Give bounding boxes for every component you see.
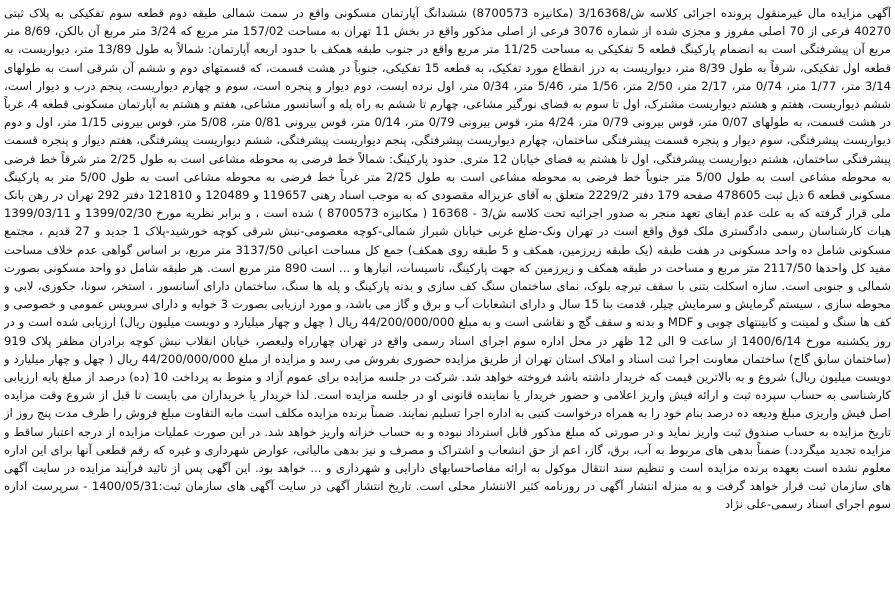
auction-notice bbox=[4, 4, 891, 587]
notice-body-text: آگهی مزایده مال غیرمنقول پرونده اجرائی کلاسه ش/3/16368 (مکانیزه 8700573) ششدانگ آپارتمان مسکونی واقع در سمت شمالی طبقه دوم قطعه سوم تفکیکی به پلاک ثبتی 40270 فرعی از 70 اصلی مفروز و مجزی شده از شماره 3076 فرعی از اصلی مذکور واقع در بخش 11 تهران به مساحت 157/02 متر مربع که 3/24 متر مربع آن بالکن، 8/69 متر مربع آن پیشرفتگی است به انضمام پارکینگ قطعه 5 تفکیکی به مساحت 11/25 متر مربع واقع در جنوب طبقه همکف با حدود اربعه آپارتمان: شمالاً به طول 13/89 متر، دیواریست، به قطعه اول تفکیکی، شرقاً به طول 8/39 متر، دیواریست به درز انقطاع مورد تفکیک، به قطعه 15 تفکیکی، جنوباً در هشت قسمت، که قسمتهای دوم و ششم آن شرقی است به طولهای 3/14 متر، 1/77 متر، 0/74 متر، 2/17 متر، 2/50 متر، 1/56 متر، 5/46 متر، 0/34 متر، اول نرده ایست، دوم دیوار و پنجره است، سوم و چهارم دیواریست، پنجم درب و دیوار است، ششم دیواریست، هفتم و هشتم دیواریست مشترک، اول تا سوم به فضای نورگیر مشاعی، چهارم تا ششم به راه پله و آسانسور مشاعی، هفتم و هشتم به آپارتمان مسکونی قطعه 4، غرباً در هشت قسمت، به طولهای 0/07 متر، قوس بیرونی 0/79 متر، 4/24 متر، قوس بیرونی 0/79 متر، 0/14 متر، قوس بیرونی 0/81 متر، 5/08 متر، قوس بیرونی 1/15 متر، اول و دوم دیواریست پیشرفتگی، سوم دیوار و پنجره قسمت پیشرفتگی ساختمان، چهارم دیواریست پیشرفتگی، پنجم دیواریست پیشرفتگی، ششم دیواریست پیشرفتگی، هفتم دیوار و پنجره قسمت پیشرفتگی ساختمان، هشتم دیواریست پیشرفتگی، اول تا هشتم به فضای خیابان 12 متری. حدود پارکینگ: شمالاً خط فرضی به محوطه مشاعی است به طول 2/25 متر شرقاً خط فرضی به محوطه مشاعی است به طول 5/00 متر جنوباً خط فرضی به محوطه مشاعی است به طول 2/25 متر غرباً خط فرضی به محوطه مشاعی است به طول 5/00 متر به پارکینگ مسکونی قطعه 6 ذیل ثبت 478605 صفحه 179 دفتر 2229/2 متعلق به آقای عزیزاله مقصودی که به موجب اسناد رهنی 119657 و 120489 و 121810 دفتر 292 تهران در رهن بانک ملی قرار گرفته که به علت عدم ایفای تعهد منجر به صدور اجرائیه تحت کلاسه ش/3 - 16368 ( مکانیزه 8700573 ) شده است ، و برابر نظریه مورخ 1399/02/30 و 1399/03/11 هیات کارشناسان رسمی دادگستری ملک فوق واقع است در تهران ونک-ضلع غربی خیابان شیراز شمالی-کوچه معصومی-نبش شرقی کوچه خورشید-پلاک 1 جدید و 27 قدیم ، مجتمع مسکونی شامل ده واحد مسکونی در هفت طبقه (یک طبقه زیرزمین، همکف و 5 طبقه روی همکف) جمع کل مساحت اعیانی 3137/50 متر مربع، بر اساس گواهی عدم خلاف مساحت مفید کل واحدها 2117/50 متر مربع و مساحت در طبقه همکف و زیرزمین که جهت پارکینگ، تاسیسات، انبارها و ... است 890 متر مربع است. هر طبقه شامل دو واحد مسکونی بصورت شمالی و جنوبی است. سازه اسکلت بتنی با سقف تیرچه بلوک، نمای ساختمان سنگ کف سازی و بدنه پارکینگ و پله ها سنگ، ساختمان دارای آسانسور ، استخر، سونا، جکوزی، لابی و محوطه سازی ، سیستم گرمایش و سرمایش چیلر، قدمت بنا 15 سال و دارای انشعابات آب و برق و گاز می باشد، و مورد ارزیابی بصورت 3 خوابه و دارای سرویس عمومی و خصوصی و کف ها سنگ و لمینت و کابینتهای چوبی و MDF و بدنه و سقف گچ و نقاشی است و به مبلغ 44/200/000/000 ریال ( چهل و چهار میلیارد و دویست میلیون ریال) ارزیابی شده است و در روز یکشنبه مورخ 1400/6/14 از ساعت 9 الی 12 ظهر در محل اداره سوم اجرای اسناد رسمی واقع در تهران چهارراه ولیعصر، خیابان انقلاب نبش کوچه برادران مظفر پلاک 919 (ساختمان سابق گاج) ساختمان معاونت اجرا ثبت اسناد و املاک استان تهران از طریق مزایده حضوری بفروش می رسد و مزایده از مبلغ 44/200/000/000 ریال ( چهل و چهار میلیارد و دویست میلیون ریال) شروع و به بالاترین قیمت که خریدار داشته باشد فروخته خواهد شد. شرکت در جلسه مزایده برای عموم آزاد و منوط به پرداخت 10 (ده) درصد از مبلغ پایه ارزیابی کارشناسی به حساب سپرده ثبت و ارائه فیش واریز اعلامی و حضور خریدار یا نماینده قانونی او در جلسه مزایده است. لذا خریدار یا خریداران می بایست تا قبل از شروع وقت مزایده اصل فیش واریزی مبلغ ودیعه ده درصد بنام خود را به همراه درخواست کتبی به اداره اجرا تسلیم نمایند. ضمناً برنده مزایده مکلف است مابه التفاوت مبلغ فروش را ظرف مدت پنج روز از تاریخ مزایده به حساب صندوق ثبت واریز نماید و در صورتی که مبلغ مذکور قابل استرداد نبوده و به حساب خزانه واریز خواهد شد. در این صورت عملیات مزایده از درجه اعتبار ساقط و مزایده تجدید میگردد.) ضمناً بدهی های مربوط به آب، برق، گاز، اعم از حق انشعاب و اشتراک و مصرف و نیز بدهی مالیاتی، عوارض شهرداری و غیره که رقم قطعی آنها برای این اداره معلوم نشده است بعهده برنده مزایده است و تنظیم سند انتقال موکول به ارائه مفاصاحسابهای دارایی و شهرداری و ... خواهد بود. این آگهی پس از تائید فرآیند مزایده در سایت آگهی های سازمان ثبت قرار خواهد گرفت و به منزله انتشار آگهی در روزنامه کثیر الانتشار محلی است. تاریخ انتشار آگهی در سایت آگهی های سازمان ثبت:1400/05/31 - سرپرست اداره سوم اجرای اسناد رسمی-علی نژاد bbox=[4, 6, 891, 512]
